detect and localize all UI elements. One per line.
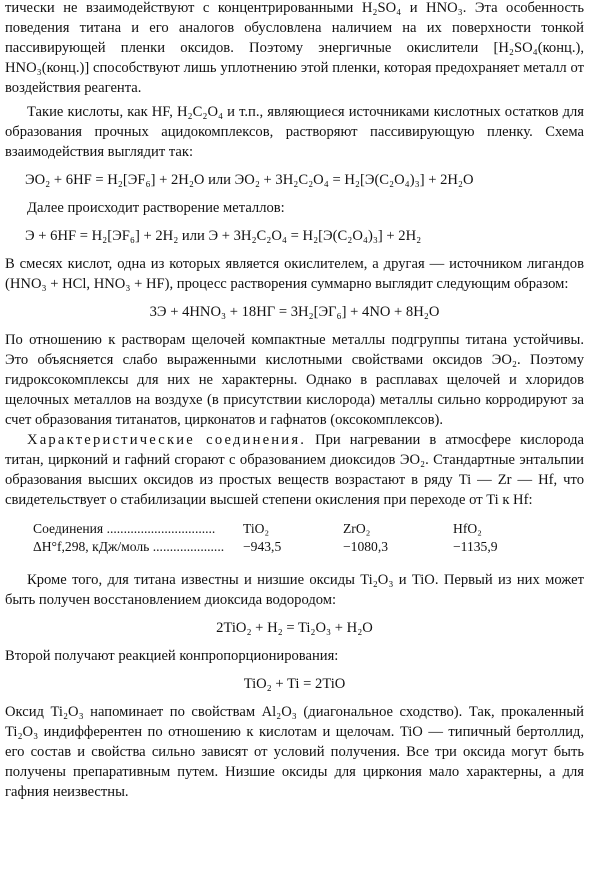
equation-acid-mixture: 3Э + 4HNO₃ + 18HГ = 3H₂[ЭГ₆] + 4NO + 8H₂O <box>149 304 440 320</box>
equation-hydrogen-reduction: 2TiO₂ + H₂ = Ti₂O₃ + H₂O <box>216 620 373 636</box>
paragraph-compounds <box>5 430 584 510</box>
paragraph-passivation: тически не взаимодействуют с концентрированными H₂SO₄ и HNO₃. Эта особенность поведения титана и его аналогов обусловлена наличием на их поверхности тонкой пассивирующей пленки оксидов. Поэтому энергичные окислители [H₂SO₄(конц.), HNO₃(конц.)] способствуют лишь уплотнению этой пленки, которая предохраняет металл от воздействия реагента. <box>5 0 584 96</box>
paragraph-lower-oxides: Кроме того, для титана известны и низшие оксиды Ti₂O₃ и TiO. Первый из них может быть получен восстановлением диоксида водородом: <box>5 572 584 608</box>
table-header-zro2: ZrO₂ <box>343 521 371 536</box>
paragraph-acids: Такие кислоты, как HF, H₂C₂O₄ и т.п., являющиеся источниками кислотных остатков для образования прочных ацидокомплексов, растворяют пассивирующую пленку. Схема взаимодействия выглядит так: <box>5 104 584 160</box>
table-label-enthalpy: ΔH°f,298, кДж/моль ..................... <box>33 539 225 554</box>
equation-oxide-dissolution: ЭO₂ + 6HF = H₂[ЭF₆] + 2H₂O или ЭO₂ + 3H₂C₂O₄ = H₂[Э(C₂O₄)₃] + 2H₂O <box>25 172 474 188</box>
equation-comproportionation: TiO₂ + Ti = 2TiO <box>243 676 346 692</box>
table-header-hfo2: HfO₂ <box>453 521 482 536</box>
paragraph-metal-dissolution: Далее происходит растворение металлов: <box>27 200 285 216</box>
table-row <box>33 520 523 538</box>
table-header-tio2: TiO₂ <box>243 521 270 536</box>
section-heading: Характеристические соединения. <box>27 432 307 448</box>
table-label-compounds: Соединения ................................ <box>33 521 216 536</box>
table-row <box>33 538 523 556</box>
table-value-tio2: −943,5 <box>243 539 282 554</box>
table-value-hfo2: −1135,9 <box>453 539 498 554</box>
paragraph-ti2o3: Оксид Ti₂O₃ напоминает по свойствам Al₂O₃ (диагональное сходство). Так, прокаленный Ti₂O₃ индифферентен по отношению к кислотам и щелочам. TiO — типичный бертоллид, его состав и свойства сильно зависят от условий получения. Все три оксида могут быть получены препаративным путем. Низшие оксиды для циркония мало характерны, а для гафния неизвестны. <box>5 704 584 800</box>
table-value-zro2: −1080,3 <box>343 539 389 554</box>
paragraph-compounds-text: При нагревании в атмосфере кислорода титан, цирконий и гафний сгорают с образованием диоксидов ЭO₂. Стандартные энтальпии образования высших оксидов из простых веществ возрастают в ряду Ti — Zr — Hf, что свидетельствует о стабилизации высшей степени окисления при переходе от Ti к Hf: <box>5 432 584 508</box>
enthalpy-table <box>33 520 523 556</box>
paragraph-alkali: По отношению к растворам щелочей компактные металлы подгруппы титана устойчивы. Это объясняется слабо выраженными кислотными свойствами оксидов ЭO₂. Поэтому гидроксокомплексы для них не характерны. Однако в расплавах щелочей и хлоридов щелочных металлов на воздухе (в присутствии кислорода) металлы сильно корродируют за счет образования титанатов, цирконатов и гафнатов (оксокомплексов). <box>5 332 584 428</box>
paragraph-acid-mixtures: В смесях кислот, одна из которых является окислителем, а другая — источником лигандов (HNO₃ + HCl, HNO₃ + HF), процесс растворения суммарно выглядит следующим образом: <box>5 256 584 292</box>
equation-metal-dissolution: Э + 6HF = H₂[ЭF₆] + 2H₂ или Э + 3H₂C₂O₄ = H₂[Э(C₂O₄)₃] + 2H₂ <box>25 228 422 244</box>
paragraph-comproportionation: Второй получают реакцией конпропорционирования: <box>5 648 339 664</box>
